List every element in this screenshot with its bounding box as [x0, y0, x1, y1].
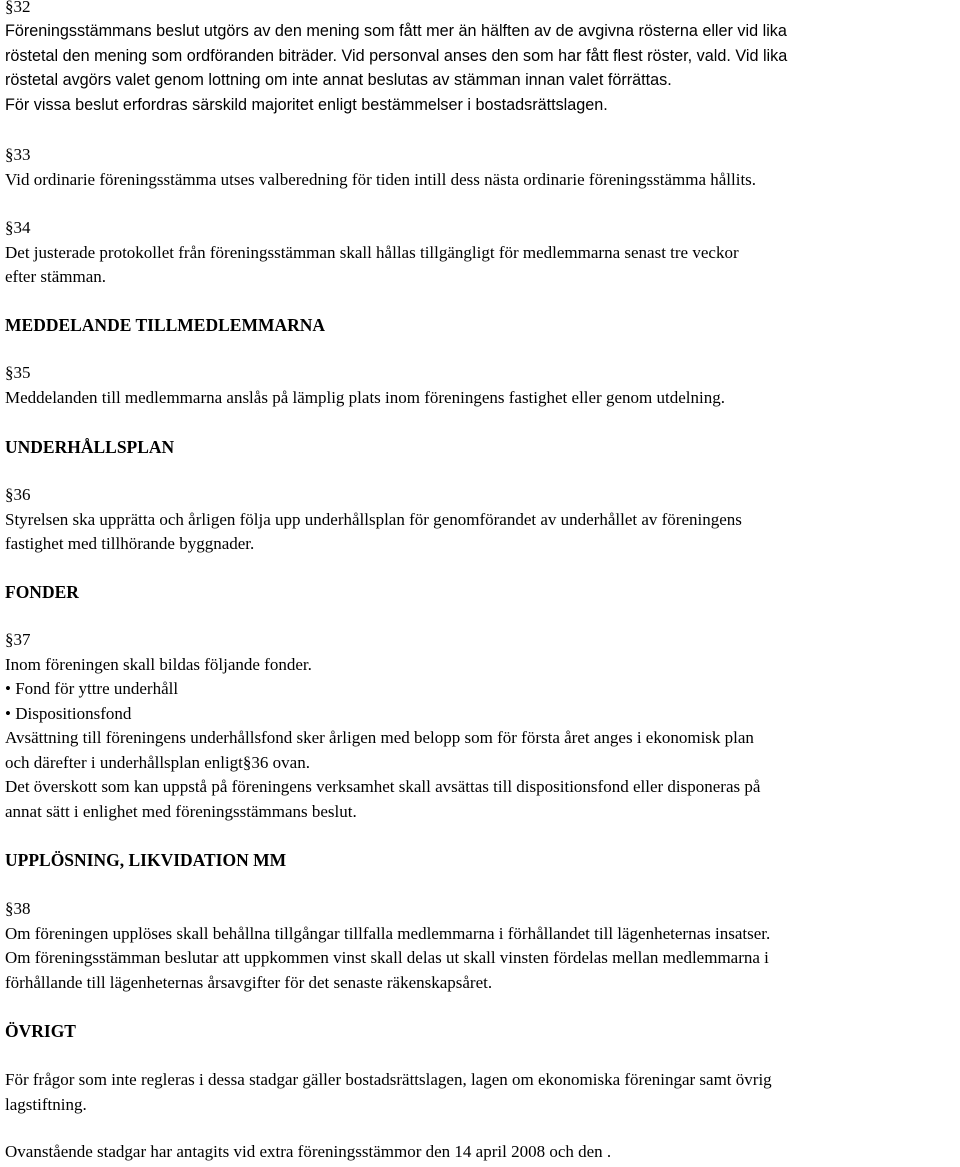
- paragraph-line: Det överskott som kan uppstå på föreningens verksamhet skall avsättas till dispositionsfond eller disponeras på: [5, 777, 761, 796]
- section-heading: MEDDELANDE TILLMEDLEMMARNA: [5, 315, 326, 335]
- heading-meddelande: [5, 313, 960, 338]
- paragraph-line: Ovanstående stadgar har antagits vid extra föreningsstämmor den 14 april 2008 och den .: [5, 1142, 612, 1161]
- paragraph-line: annat sätt i enlighet med föreningsstämmans beslut.: [5, 801, 357, 821]
- paragraph-line: fastighet med tillhörande byggnader.: [5, 534, 255, 553]
- section-number: §36: [5, 485, 31, 504]
- section-number: §37: [5, 630, 31, 649]
- paragraph-line: röstetal den mening som ordföranden biträder. Vid personval anses den som har fått flest röster, vald. Vid lika: [5, 46, 788, 65]
- section-38: [5, 897, 960, 995]
- heading-underhallsplan: [5, 435, 960, 460]
- paragraph-line: efter stämman.: [5, 267, 107, 286]
- section-37: [5, 628, 960, 824]
- heading-upplosning: [5, 848, 960, 873]
- section-36: [5, 483, 960, 557]
- section-heading: UPPLÖSNING, LIKVIDATION MM: [5, 850, 287, 870]
- list-item: • Dispositionsfond: [5, 703, 132, 723]
- paragraph-line: Avsättning till föreningens underhållsfond sker årligen med belopp som för första året anges i ekonomisk plan: [5, 728, 754, 747]
- section-number: §38: [5, 899, 31, 918]
- section-35: [5, 361, 960, 410]
- section-number: §32: [5, 0, 31, 16]
- paragraph-line: Om föreningsstämman beslutar att uppkommen vinst skall delas ut skall vinsten fördelas mellan medlemmarna i: [5, 948, 769, 967]
- heading-fonder: [5, 580, 960, 605]
- paragraph-line: Det justerade protokollet från föreningsstämman skall hållas tillgängligt för medlemmarna senast tre veckor: [5, 242, 739, 262]
- list-item: • Fond för yttre underhåll: [5, 679, 179, 698]
- section-number: §33: [5, 145, 31, 164]
- heading-ovrigt: [5, 1019, 960, 1044]
- paragraph-line: Meddelanden till medlemmarna anslås på lämplig plats inom föreningens fastighet eller genom utdelning.: [5, 387, 725, 407]
- section-34: [5, 216, 960, 290]
- section-heading: ÖVRIGT: [5, 1021, 76, 1041]
- paragraph-line: röstetal avgörs valet genom lottning om inte annat beslutas av stämman innan valet förrättas.: [5, 71, 672, 89]
- paragraph-line: För vissa beslut erfordras särskild majoritet enligt bestämmelser i bostadsrättslagen.: [5, 95, 608, 114]
- section-33: [5, 143, 960, 192]
- paragraph-line: Om föreningen upplöses skall behållna tillgångar tillfalla medlemmarna i förhållandet till lägenheternas insatser.: [5, 923, 771, 943]
- ovrigt-body: [5, 1068, 960, 1117]
- paragraph-line: Styrelsen ska upprätta och årligen följa upp underhållsplan för genomförandet av underhållet av föreningens: [5, 509, 742, 529]
- section-number: §35: [5, 363, 31, 382]
- section-32-body: [5, 19, 960, 117]
- section-number: §34: [5, 218, 31, 237]
- paragraph-line: Inom föreningen skall bildas följande fonder.: [5, 654, 312, 674]
- paragraph-line: och därefter i underhållsplan enligt§36 ovan.: [5, 752, 310, 772]
- section-32: [5, 0, 960, 20]
- final-statement: [5, 1140, 960, 1165]
- section-heading: UNDERHÅLLSPLAN: [5, 437, 175, 457]
- paragraph-line: lagstiftning.: [5, 1094, 87, 1114]
- paragraph-line: Föreningsstämmans beslut utgörs av den mening som fått mer än hälften av de avgivna rösterna eller vid lika: [5, 22, 787, 40]
- paragraph-line: förhållande till lägenheternas årsavgifter för det senaste räkenskapsåret.: [5, 972, 493, 992]
- section-heading: FONDER: [5, 582, 79, 602]
- paragraph-line: Vid ordinarie föreningsstämma utses valberedning för tiden intill dess nästa ordinarie föreningsstämma hållits.: [5, 169, 757, 189]
- paragraph-line: För frågor som inte regleras i dessa stadgar gäller bostadsrättslagen, lagen om ekonomiska föreningar samt övrig: [5, 1070, 772, 1089]
